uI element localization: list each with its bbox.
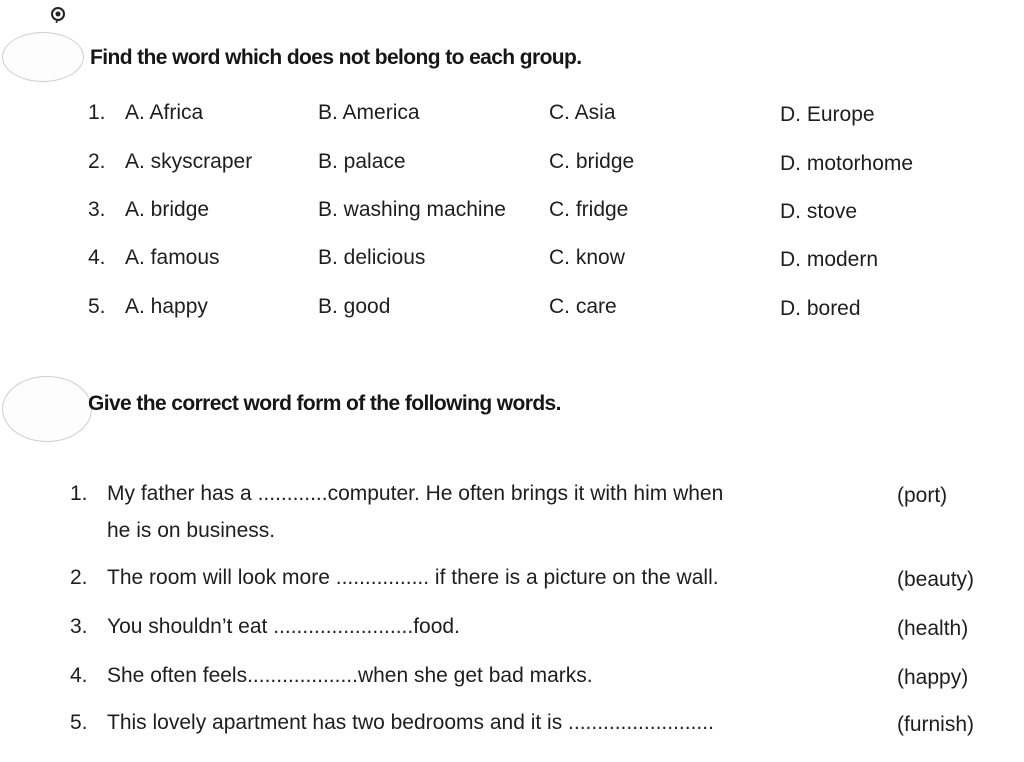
sentence-number: 3. [70, 615, 88, 638]
option-b: B. America [318, 101, 420, 124]
option-a: A. Africa [125, 101, 204, 124]
option-a: A. famous [125, 246, 220, 269]
option-c: C. fridge [549, 198, 629, 221]
word-hint: (beauty) [897, 568, 975, 591]
sentence-number: 4. [70, 664, 88, 687]
section-number-badge [2, 376, 92, 442]
sentence-text: The room will look more ................ if there is a picture on the wall. [107, 566, 719, 589]
word-hint: (furnish) [897, 713, 975, 736]
word-hint: (happy) [897, 666, 969, 689]
sentence-continuation: he is on business. [107, 519, 276, 542]
option-a: A. happy [125, 295, 208, 318]
sentence-text: You shouldn’t eat ........................food. [107, 615, 460, 638]
option-c: C. know [549, 246, 625, 269]
sentence-text: She often feels...................when she get bad marks. [107, 664, 593, 687]
option-c: C. bridge [549, 150, 635, 173]
question-number: 5. [88, 295, 106, 318]
option-a: A. bridge [125, 198, 210, 221]
option-d: D. stove [780, 200, 858, 223]
option-c: C. Asia [549, 101, 616, 124]
option-a: A. skyscraper [125, 150, 253, 173]
option-d: D. modern [780, 248, 879, 271]
pin-icon [49, 5, 67, 23]
section2-heading: Give the correct word form of the following words. [88, 392, 561, 415]
option-b: B. washing machine [318, 198, 506, 221]
option-b: B. good [318, 295, 391, 318]
section1-heading: Find the word which does not belong to each group. [90, 46, 582, 69]
sentence-number: 1. [70, 482, 88, 505]
sentence-number: 5. [70, 711, 88, 734]
question-number: 2. [88, 150, 106, 173]
option-c: C. care [549, 295, 617, 318]
option-d: D. bored [780, 297, 861, 320]
option-b: B. palace [318, 150, 406, 173]
word-hint: (port) [897, 484, 948, 507]
option-d: D. Europe [780, 103, 875, 126]
question-number: 4. [88, 246, 106, 269]
sentence-number: 2. [70, 566, 88, 589]
question-number: 1. [88, 101, 106, 124]
question-number: 3. [88, 198, 106, 221]
sentence-text: My father has a ............computer. He often brings it with him when [107, 482, 724, 505]
word-hint: (health) [897, 617, 969, 640]
option-b: B. delicious [318, 246, 426, 269]
sentence-text: This lovely apartment has two bedrooms and it is ......................... [107, 711, 714, 734]
section-number-badge [2, 32, 84, 82]
option-d: D. motorhome [780, 152, 914, 175]
